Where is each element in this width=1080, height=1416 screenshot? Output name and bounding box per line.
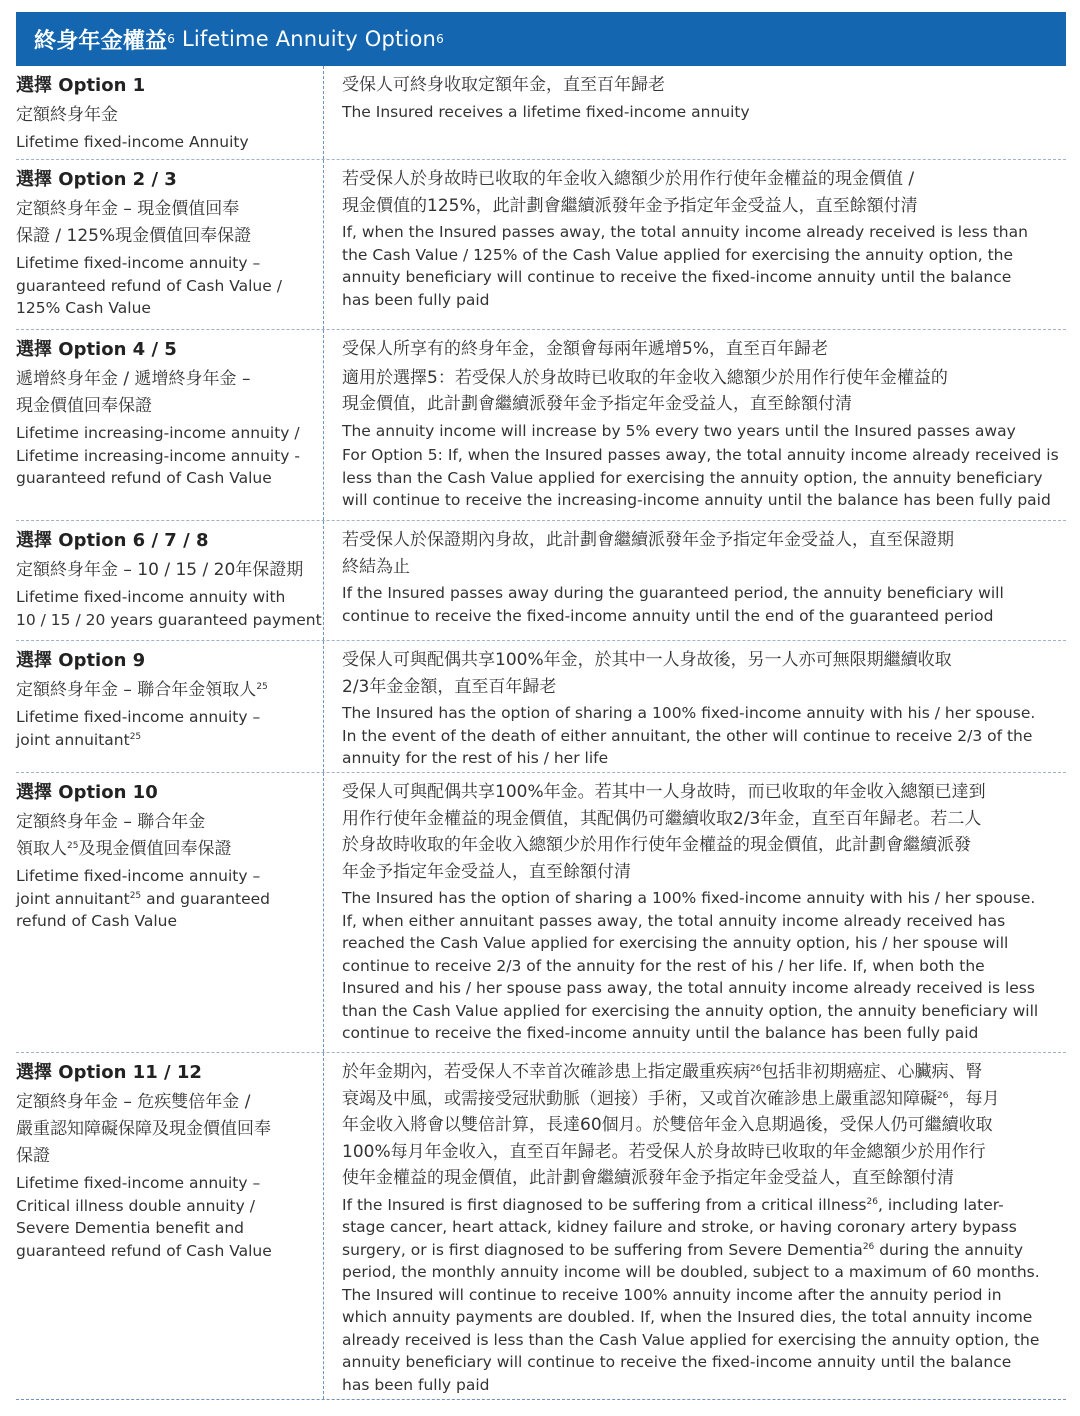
description-en-text: during the annuity xyxy=(874,1240,1024,1259)
option-name-en xyxy=(16,252,323,320)
option-name-cell xyxy=(16,521,324,640)
description-en-text: If the Insured is first diagnosed to be suffering from a critical illness xyxy=(342,1195,867,1214)
description-en: The Insured receives a lifetime fixed-income annuity xyxy=(342,102,750,121)
option-name-cell xyxy=(16,1053,324,1399)
option-name-zh-line xyxy=(16,836,323,863)
option-name-zh-line: 嚴重認知障礙保障及現金價值回奉 xyxy=(16,1119,271,1139)
option-label: 選擇 Option 4 / 5 xyxy=(16,339,177,360)
description-en-line: annuity beneficiary will continue to receive the fixed-income annuity until the balance xyxy=(342,1353,1012,1371)
option-name-en-line: 125% Cash Value xyxy=(16,299,151,317)
description-zh xyxy=(342,166,1066,219)
description-en-line: period, the monthly annuity income will be doubled, subject to a maximum of 60 months. xyxy=(342,1263,1040,1281)
option-description-cell xyxy=(324,1053,1066,1399)
option-name-en xyxy=(16,865,323,933)
option-name-en-line: guaranteed refund of Cash Value xyxy=(16,469,272,487)
description-en-line: continue to receive the fixed-income annuity until the balance has been fully paid xyxy=(342,1024,979,1042)
description-en-line: has been fully paid xyxy=(342,1375,490,1394)
description-en-line: continue to receive 2/3 of the annuity for the rest of his / her life. If, when both the xyxy=(342,956,985,975)
description-zh-line xyxy=(342,1059,1066,1086)
option-name-en-line: Lifetime increasing-income annuity / xyxy=(16,424,300,442)
option-name-en xyxy=(16,586,323,631)
option-name-en-text: and guaranteed xyxy=(141,889,270,908)
description-zh-line: 終結為止 xyxy=(342,556,410,577)
option-label: 選擇 Option 10 xyxy=(16,782,158,803)
description-en-line: the Cash Value / 125% of the Cash Value applied for exercising the annuity option, the xyxy=(342,245,1014,264)
footnote-ref: 25 xyxy=(129,890,142,901)
description-zh-line: 年金收入將會以雙倍計算，長達60個月。於雙倍年金入息期過後，受保人仍可繼續收取 xyxy=(342,1115,993,1135)
header-title-zh: 終身年金權益 xyxy=(34,28,168,54)
option-name-cell xyxy=(16,330,324,520)
option-name-zh-line: 定額終身年金 – 現金價值回奉 xyxy=(16,199,240,219)
option-name-zh xyxy=(16,809,323,863)
option-name-en-line: guaranteed refund of Cash Value xyxy=(16,1241,272,1260)
option-name-zh-line: 定額終身年金 – 聯合年金 xyxy=(16,812,206,832)
option-name-en-line: refund of Cash Value xyxy=(16,912,178,930)
option-label: 選擇 Option 2 / 3 xyxy=(16,169,177,190)
description-en-line: In the event of the death of either annuitant, the other will continue to receive 2/3 of the xyxy=(342,726,1033,745)
option-description-cell xyxy=(324,66,1066,159)
description-en-line: For Option 5: If, when the Insured passes away, the total annuity income already received is xyxy=(342,446,1059,464)
description-en-line: stage cancer, heart attack, kidney failure and stroke, or having coronary artery bypass xyxy=(342,1218,1017,1236)
description-zh-text: ，每月 xyxy=(948,1088,1000,1109)
option-name-en-text: joint annuitant xyxy=(16,889,130,908)
description-zh-line: 受保人可與配偶共享100%年金。若其中一人身故時，而已收取的年金收入總額已達到 xyxy=(342,782,986,802)
description-zh-line: 受保人可與配偶共享100%年金，於其中一人身故後，另一人亦可無限期繼續收取 xyxy=(342,650,952,670)
description-zh-line: 用作行使年金權益的現金價值，其配偶仍可繼續收取2/3年金，直至百年歸老。若二人 xyxy=(342,808,982,829)
description-zh-text: 包括非初期癌症、心臟病、腎 xyxy=(761,1062,983,1082)
option-name-en-line: 10 / 15 / 20 years guaranteed payment xyxy=(16,610,322,629)
option-label: 選擇 Option 1 xyxy=(16,75,146,96)
option-name-en xyxy=(16,706,323,751)
description-en-option5 xyxy=(342,444,1066,512)
description-en-line: annuity for the rest of his / her life xyxy=(342,749,609,767)
option-row-6 xyxy=(16,773,1066,1053)
description-en-line: If, when the Insured passes away, the total annuity income already received is less than xyxy=(342,223,1028,241)
option-description-cell xyxy=(324,641,1066,772)
option-name-en-line: Lifetime fixed-income annuity – xyxy=(16,867,261,885)
description-zh xyxy=(342,527,1066,580)
option-row-5 xyxy=(16,641,1066,773)
option-name-en: Lifetime fixed-income Annuity xyxy=(16,133,249,151)
description-zh: 受保人所享有的終身年金，金額會每兩年遞增5%，直至百年歸老 xyxy=(342,339,828,359)
description-en-line: If, when either annuitant passes away, the total annuity income already received has xyxy=(342,911,1006,930)
annuity-option-table xyxy=(16,12,1066,1400)
description-en-text: , including later- xyxy=(877,1195,1004,1214)
option-row-4 xyxy=(16,521,1066,641)
description-zh-text: 衰竭及中風，或需接受冠狀動脈（迴接）手術，又或首次確診患上嚴重認知障礙 xyxy=(342,1088,937,1109)
table-header xyxy=(16,12,1066,66)
option-name-en-line: Lifetime increasing-income annuity - xyxy=(16,446,300,465)
option-row-2 xyxy=(16,160,1066,330)
footnote-ref: 26 xyxy=(750,1064,762,1074)
option-name-zh-text: 及現金價值回奉保證 xyxy=(78,839,232,859)
description-en xyxy=(342,221,1066,311)
description-en: The annuity income will increase by 5% every two years until the Insured passes away xyxy=(342,421,1016,440)
option-row-3 xyxy=(16,330,1066,521)
option-row-7 xyxy=(16,1053,1066,1400)
description-en xyxy=(342,702,1066,770)
header-title-en-footnote: 6 xyxy=(436,32,444,46)
footnote-ref: 25 xyxy=(129,731,142,742)
option-name-en-line: Critical illness double annuity / xyxy=(16,1196,255,1215)
option-name-zh-line: 保證 / 125%現金價值回奉保證 xyxy=(16,226,252,246)
option-name-cell xyxy=(16,66,324,159)
option-name-en-text: joint annuitant xyxy=(16,730,130,749)
description-zh-line: 現金價值，此計劃會繼續派發年金予指定年金受益人，直至餘額付清 xyxy=(342,394,852,414)
option-row-1 xyxy=(16,66,1066,160)
option-name-zh: 定額終身年金 – 10 / 15 / 20年保證期 xyxy=(16,560,304,580)
option-name-en-line: Lifetime fixed-income annuity – xyxy=(16,1174,261,1192)
option-name-zh-line: 現金價值回奉保證 xyxy=(16,396,152,416)
description-zh-line: 若受保人於保證期內身故，此計劃會繼續派發年金予指定年金受益人，直至保證期 xyxy=(342,530,954,550)
option-name-zh xyxy=(16,1089,323,1170)
option-name-cell xyxy=(16,773,324,1052)
footnote-ref: 26 xyxy=(866,1196,878,1207)
description-en-line: annuity beneficiary will continue to receive the fixed-income annuity until the balance xyxy=(342,268,1012,286)
description-en xyxy=(342,582,1066,627)
footnote-ref: 26 xyxy=(937,1090,949,1101)
description-en xyxy=(342,1194,1066,1397)
description-zh-text: 於年金期內，若受保人不幸首次確診患上指定嚴重疾病 xyxy=(342,1062,750,1082)
description-en-line: The Insured has the option of sharing a 100% fixed-income annuity with his / her spouse. xyxy=(342,889,1036,907)
description-zh-line: 現金價值的125%，此計劃會繼續派發年金予指定年金受益人，直至餘額付清 xyxy=(342,195,918,216)
footnote-ref: 25 xyxy=(67,841,79,851)
description-zh-line: 100%每月年金收入，直至百年歸老。若受保人於身故時已收取的年金總額少於用作行 xyxy=(342,1141,986,1162)
option-name-en-line xyxy=(16,888,323,911)
description-en-line: continue to receive the fixed-income annuity until the end of the guaranteed period xyxy=(342,606,994,625)
option-description-cell xyxy=(324,773,1066,1052)
description-zh-option5 xyxy=(342,365,1066,418)
option-name-en xyxy=(16,422,323,490)
description-zh-line: 年金予指定年金受益人，直至餘額付清 xyxy=(342,861,631,882)
description-zh-line: 2/3年金金額，直至百年歸老 xyxy=(342,676,557,697)
description-en-line: The Insured has the option of sharing a 100% fixed-income annuity with his / her spouse. xyxy=(342,704,1036,722)
header-title-en: Lifetime Annuity Option xyxy=(181,27,437,51)
description-zh xyxy=(342,1059,1066,1192)
description-en-line: less than the Cash Value applied for exercising the annuity option, the annuity beneficiary xyxy=(342,468,1043,487)
description-en-line: reached the Cash Value applied for exercising the annuity option, his / her spouse will xyxy=(342,934,1009,952)
footnote-ref: 26 xyxy=(862,1241,875,1252)
option-name-en-line: guaranteed refund of Cash Value / xyxy=(16,276,282,295)
option-name-zh-line: 定額終身年金 – 危疾雙倍年金 / xyxy=(16,1092,251,1112)
option-label: 選擇 Option 6 / 7 / 8 xyxy=(16,530,209,551)
option-label: 選擇 Option 11 / 12 xyxy=(16,1062,202,1083)
description-zh xyxy=(342,647,1066,700)
description-en-line: Insured and his / her spouse pass away, the total annuity income already received is less xyxy=(342,979,1035,997)
description-zh-line: 於身故時收取的年金收入總額少於用作行使年金權益的現金價值，此計劃會繼續派發 xyxy=(342,835,971,855)
footnote-ref: 25 xyxy=(256,682,268,692)
option-label: 選擇 Option 9 xyxy=(16,650,146,671)
description-en-line: The Insured will continue to receive 100% annuity income after the annuity period in xyxy=(342,1285,1002,1304)
description-en-line: has been fully paid xyxy=(342,290,490,309)
description-en-line: will continue to receive the increasing-income annuity until the balance has been fully paid xyxy=(342,491,1051,509)
option-name-zh xyxy=(16,366,323,420)
option-name-en-line: Lifetime fixed-income annuity with xyxy=(16,588,286,606)
option-name-en-line: Severe Dementia benefit and xyxy=(16,1219,244,1237)
option-name-zh-line: 保證 xyxy=(16,1146,50,1166)
header-title-zh-footnote: 6 xyxy=(167,32,176,46)
option-name-zh xyxy=(16,196,323,250)
description-zh: 受保人可終身收取定額年金，直至百年歸老 xyxy=(342,75,665,95)
description-en-line: which annuity payments are doubled. If, when the Insured dies, the total annuity income xyxy=(342,1308,1033,1326)
option-name-zh xyxy=(16,677,323,704)
option-name-zh-text: 領取人 xyxy=(16,839,67,859)
option-description-cell xyxy=(324,330,1066,520)
description-en xyxy=(342,887,1066,1045)
description-zh-line xyxy=(342,1086,1066,1113)
description-en-line: than the Cash Value applied for exercising the annuity option, the annuity beneficiary will xyxy=(342,1001,1039,1020)
description-en-line: already received is less than the Cash Value applied for exercising the annuity option, the xyxy=(342,1330,1040,1349)
description-zh xyxy=(342,779,1066,885)
description-en-line xyxy=(342,1194,1066,1217)
description-en-line xyxy=(342,1239,1066,1262)
option-description-cell xyxy=(324,160,1066,329)
option-name-en-line: Lifetime fixed-income annuity – xyxy=(16,708,261,726)
option-name-zh: 定額終身年金 xyxy=(16,105,118,125)
option-description-cell xyxy=(324,521,1066,640)
option-name-cell xyxy=(16,641,324,772)
option-name-en xyxy=(16,1172,323,1262)
description-zh-line: 適用於選擇5：若受保人於身故時已收取的年金收入總額少於用作行使年金權益的 xyxy=(342,367,948,388)
description-zh-line: 使年金權益的現金價值，此計劃會繼續派發年金予指定年金受益人，直至餘額付清 xyxy=(342,1168,954,1188)
description-en-line: If the Insured passes away during the guaranteed period, the annuity beneficiary will xyxy=(342,584,1004,602)
description-zh-line: 若受保人於身故時已收取的年金收入總額少於用作行使年金權益的現金價值 / xyxy=(342,169,915,189)
option-name-en-line xyxy=(16,729,323,752)
description-en-text: surgery, or is first diagnosed to be suffering from Severe Dementia xyxy=(342,1240,863,1259)
option-name-zh-text: 定額終身年金 – 聯合年金領取人 xyxy=(16,680,257,700)
option-name-zh-line: 遞增終身年金 / 遞增終身年金 – xyxy=(16,369,251,389)
option-name-cell xyxy=(16,160,324,329)
option-name-en-line: Lifetime fixed-income annuity – xyxy=(16,254,261,272)
